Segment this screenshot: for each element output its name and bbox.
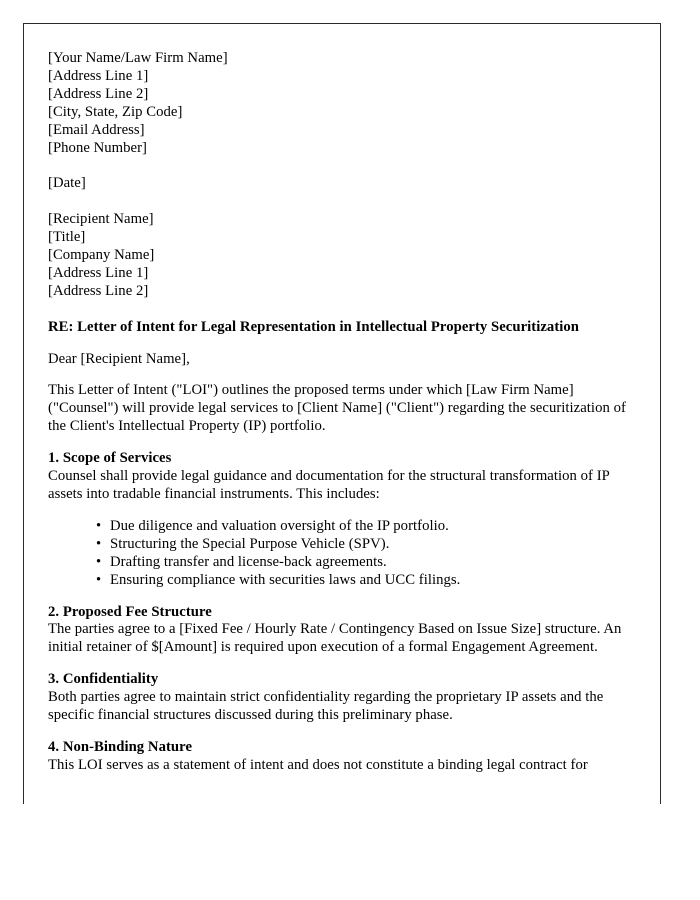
spacer — [48, 301, 646, 319]
list-item-label: Drafting transfer and license-back agreements. — [110, 553, 387, 570]
section-heading: 1. Scope of Services — [48, 450, 172, 467]
list-item — [48, 554, 646, 572]
sender-address-block — [48, 50, 646, 157]
bullet-icon: • — [96, 553, 102, 570]
sender-line: [City, State, Zip Code] — [48, 103, 183, 120]
list-item-label: Due diligence and valuation oversight of the IP portfolio. — [110, 517, 449, 534]
section-body: Both parties agree to maintain strict confidentiality regarding the proprietary IP assets and the specific financial structures discussed during this preliminary phase. — [48, 689, 604, 724]
sender-line: [Address Line 1] — [48, 67, 149, 84]
recipient-address-block — [48, 211, 646, 301]
date-line: [Date] — [48, 175, 86, 192]
spacer — [48, 368, 646, 382]
bullet-icon: • — [96, 571, 102, 588]
scope-bullet-list — [48, 518, 646, 590]
section-heading: 3. Confidentiality — [48, 671, 159, 688]
recipient-line: [Recipient Name] — [48, 211, 154, 228]
bullet-icon: • — [96, 517, 102, 534]
spacer — [48, 657, 646, 671]
list-item — [48, 572, 646, 590]
section-heading: 2. Proposed Fee Structure — [48, 603, 212, 620]
list-item — [48, 518, 646, 536]
spacer — [48, 157, 646, 175]
salutation: Dear [Recipient Name], — [48, 350, 190, 367]
spacer — [48, 436, 646, 450]
bullet-icon: • — [96, 535, 102, 552]
section-proposed-fee-structure — [48, 604, 646, 658]
subject-line: RE: Letter of Intent for Legal Representation in Intellectual Property Securitization — [48, 318, 580, 335]
recipient-line: [Title] — [48, 229, 86, 246]
section-body: Counsel shall provide legal guidance and documentation for the structural transformation of IP assets into tradable financial instruments. This includes: — [48, 468, 610, 502]
spacer — [48, 504, 646, 518]
spacer — [48, 590, 646, 604]
sender-line: [Your Name/Law Firm Name] — [48, 50, 228, 66]
spacer — [48, 193, 646, 211]
sender-line: [Phone Number] — [48, 139, 148, 156]
recipient-line: [Address Line 2] — [48, 282, 149, 299]
section-body: This LOI serves as a statement of intent and does not constitute a binding legal contract for — [48, 756, 588, 773]
sender-line: [Email Address] — [48, 121, 145, 138]
section-body: The parties agree to a [Fixed Fee / Hourly Rate / Contingency Based on Issue Size] structure. An initial retainer of $[Amount] is required upon execution of a formal Engagement Agreement. — [48, 621, 622, 656]
section-non-binding-nature — [48, 739, 646, 775]
recipient-line: [Address Line 1] — [48, 264, 149, 281]
section-heading: 4. Non-Binding Nature — [48, 738, 193, 755]
list-item-label: Structuring the Special Purpose Vehicle (SPV). — [110, 535, 390, 552]
document-page — [23, 23, 661, 804]
document-body — [24, 24, 660, 775]
date-block — [48, 175, 646, 193]
spacer — [48, 337, 646, 351]
list-item — [48, 536, 646, 554]
sender-line: [Address Line 2] — [48, 85, 149, 102]
section-confidentiality — [48, 671, 646, 725]
recipient-line: [Company Name] — [48, 246, 155, 263]
list-item-label: Ensuring compliance with securities laws and UCC filings. — [110, 571, 461, 588]
section-scope-of-services — [48, 450, 646, 504]
spacer — [48, 725, 646, 739]
intro-paragraph: This Letter of Intent ("LOI") outlines the proposed terms under which [Law Firm Name] ("Counsel") will provide legal services to [Client Name] ("Client") regarding the securitization of the Client's Intellectual Property (IP) portfolio. — [48, 382, 626, 435]
